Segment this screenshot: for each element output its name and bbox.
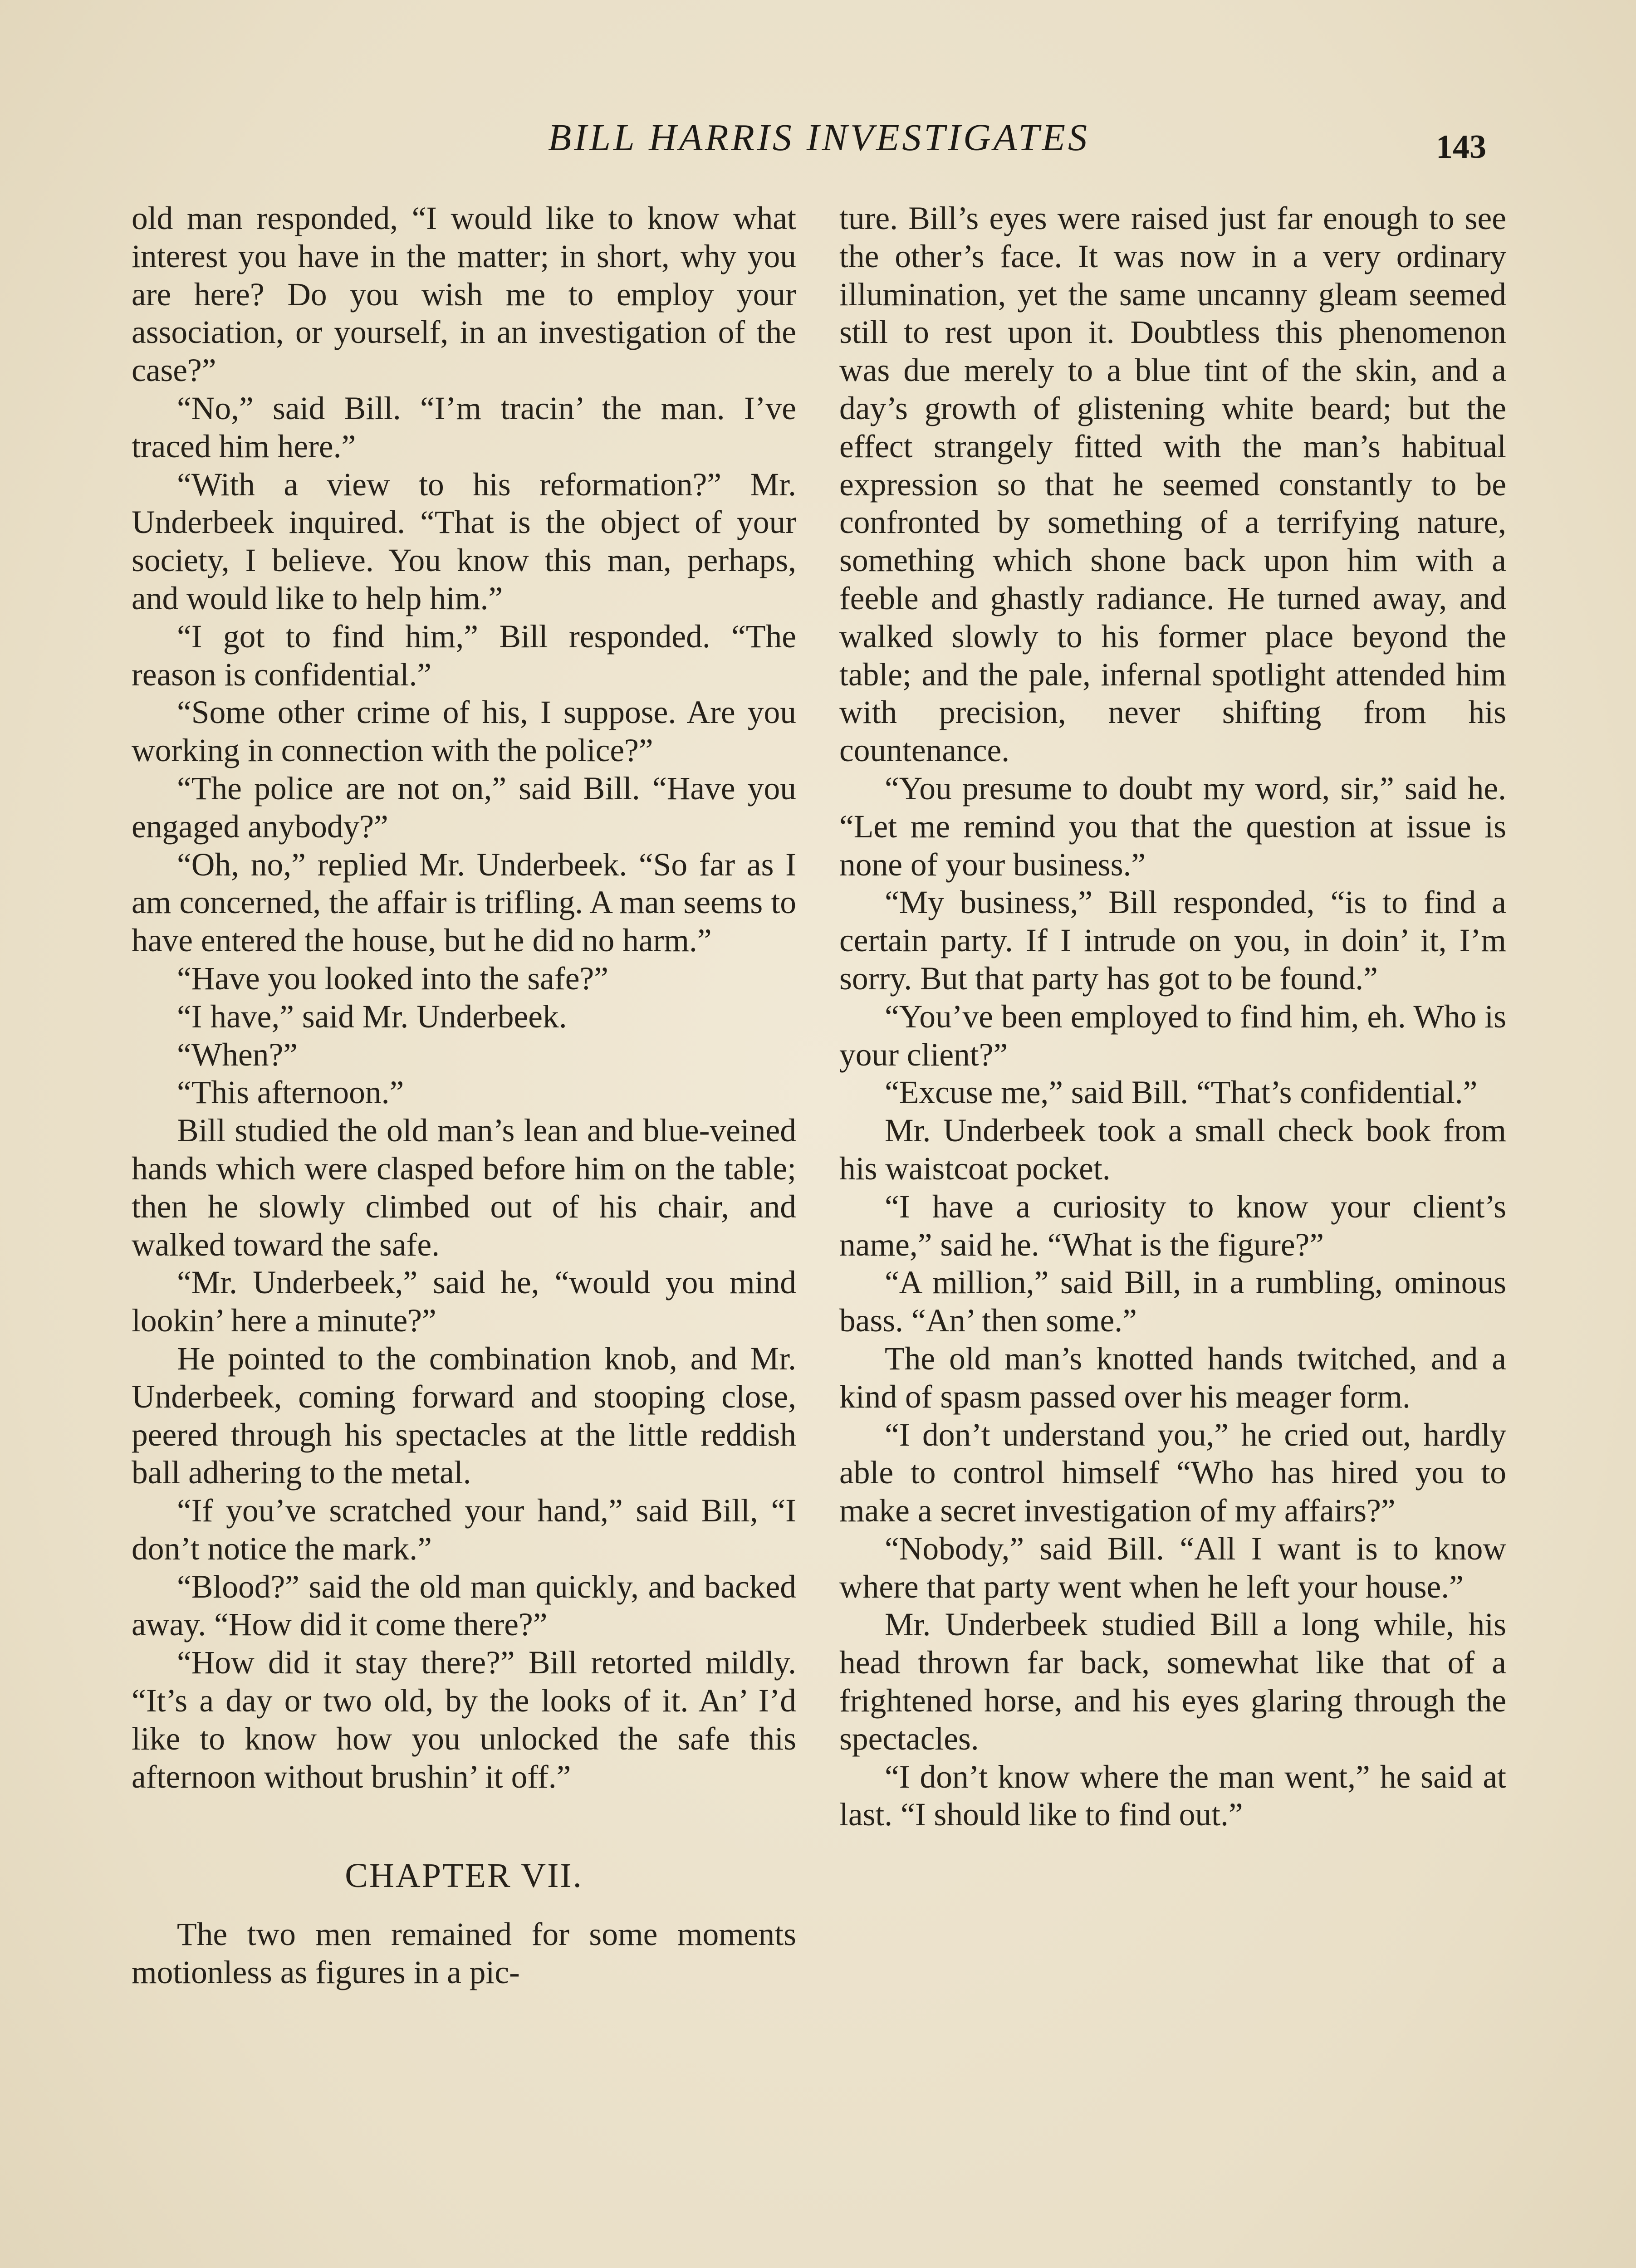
paragraph: Mr. Underbeek took a small check book from his waistcoat pocket. [839, 1113, 1506, 1187]
paragraph: “Some other crime of his, I suppose. Are you working in connection with the police?” [132, 694, 796, 769]
paragraph: “I have,” said Mr. Underbeek. [177, 998, 567, 1035]
paragraph: “The police are not on,” said Bill. “Have you engaged anybody?” [132, 770, 796, 845]
paragraph: “How did it stay there?” Bill retorted mildly. “It’s a day or two old, by the looks of it. An’ I’d like to know how you unlocked the safe this afternoon without brushin’ it off.” [132, 1645, 796, 1795]
paragraph: “Oh, no,” replied Mr. Underbeek. “So far as I am concerned, the affair is trifling. A man seems to have entered the house, but he did no harm.” [132, 846, 796, 959]
paragraph: “Nobody,” said Bill. “All I want is to know where that party went when he left your house.” [839, 1530, 1506, 1605]
paragraph: He pointed to the combination knob, and Mr. Underbeek, coming forward and stooping close, peered through his spectacles at the little reddish ball adhering to the metal. [132, 1340, 796, 1491]
paragraph: “Have you looked into the safe?” [177, 960, 608, 997]
paragraph: Mr. Underbeek studied Bill a long while, his head thrown far back, somewhat like that of a frightened horse, and his eyes glaring through the spectacles. [839, 1607, 1506, 1757]
paragraph: “My business,” Bill responded, “is to find a certain party. If I intrude on you, in doin’ it, I’m sorry. But that party has got to be found.” [839, 885, 1506, 997]
right-column [839, 200, 1506, 1834]
paragraph: The two men remained for some moments motionless as figures in a pic- [132, 1916, 796, 1991]
paragraph: “I got to find him,” Bill responded. “The reason is confidential.” [132, 618, 796, 693]
left-column [132, 200, 796, 1992]
paragraph: Bill studied the old man’s lean and blue-veined hands which were clasped before him on the table; then he slowly climbed out of his chair, and walked toward the safe. [132, 1113, 796, 1263]
running-title: BILL HARRIS INVESTIGATES [548, 117, 1090, 159]
paragraph: “I don’t understand you,” he cried out, hardly able to control himself “Who has hired you to make a secret investigation of my affairs?” [839, 1417, 1506, 1529]
paragraph: ture. Bill’s eyes were raised just far enough to see the other’s face. It was now in a very ordinary illumination, yet the same uncanny gleam seemed still to rest upon it. Doubtless this phenomenon was due merely to a blue tint of the skin, and a day’s growth of glistening white beard; but the effect strangely fitted with the man’s habitual expression so that he seemed constantly to be confronted by something of a terrifying nature, something which shone back upon him with a feeble and ghastly radiance. He turned away, and walked slowly to his former place beyond the table; and the pale, infernal spotlight attended him with precision, never shifting from his countenance. [839, 200, 1506, 769]
chapter-heading: CHAPTER VII. [345, 1857, 583, 1895]
paragraph: “Excuse me,” said Bill. “That’s confidential.” [885, 1075, 1478, 1111]
paragraph: “You presume to doubt my word, sir,” said he. “Let me remind you that the question at issue is none of your business.” [839, 770, 1506, 883]
paragraph: “No,” said Bill. “I’m tracin’ the man. I’ve traced him here.” [132, 390, 796, 464]
paragraph: “Mr. Underbeek,” said he, “would you mind lookin’ here a minute?” [132, 1265, 796, 1339]
paragraph: “I have a curiosity to know your client’s name,” said he. “What is the figure?” [839, 1188, 1506, 1263]
paragraph: “Blood?” said the old man quickly, and backed away. “How did it come there?” [132, 1569, 796, 1643]
paragraph: “When?” [177, 1036, 298, 1073]
paragraph: “With a view to his reformation?” Mr. Underbeek inquired. “That is the object of your society, I believe. You know this man, perhaps, and would like to help him.” [132, 466, 796, 616]
paragraph: “A million,” said Bill, in a rumbling, ominous bass. “An’ then some.” [839, 1265, 1506, 1339]
paragraph: The old man’s knotted hands twitched, and a kind of spasm passed over his meager form. [839, 1340, 1506, 1415]
page-number: 143 [1436, 128, 1486, 166]
paragraph: “This afternoon.” [177, 1075, 404, 1111]
paragraph: “You’ve been employed to find him, eh. Who is your client?” [839, 998, 1506, 1073]
paragraph: old man responded, “I would like to know what interest you have in the matter; in short, why you are here? Do you wish me to employ your association, or yourself, in an investigation of the case?” [132, 200, 796, 389]
paragraph: “I don’t know where the man went,” he said at last. “I should like to find out.” [839, 1759, 1506, 1833]
paragraph: “If you’ve scratched your hand,” said Bill, “I don’t notice the mark.” [132, 1493, 796, 1567]
